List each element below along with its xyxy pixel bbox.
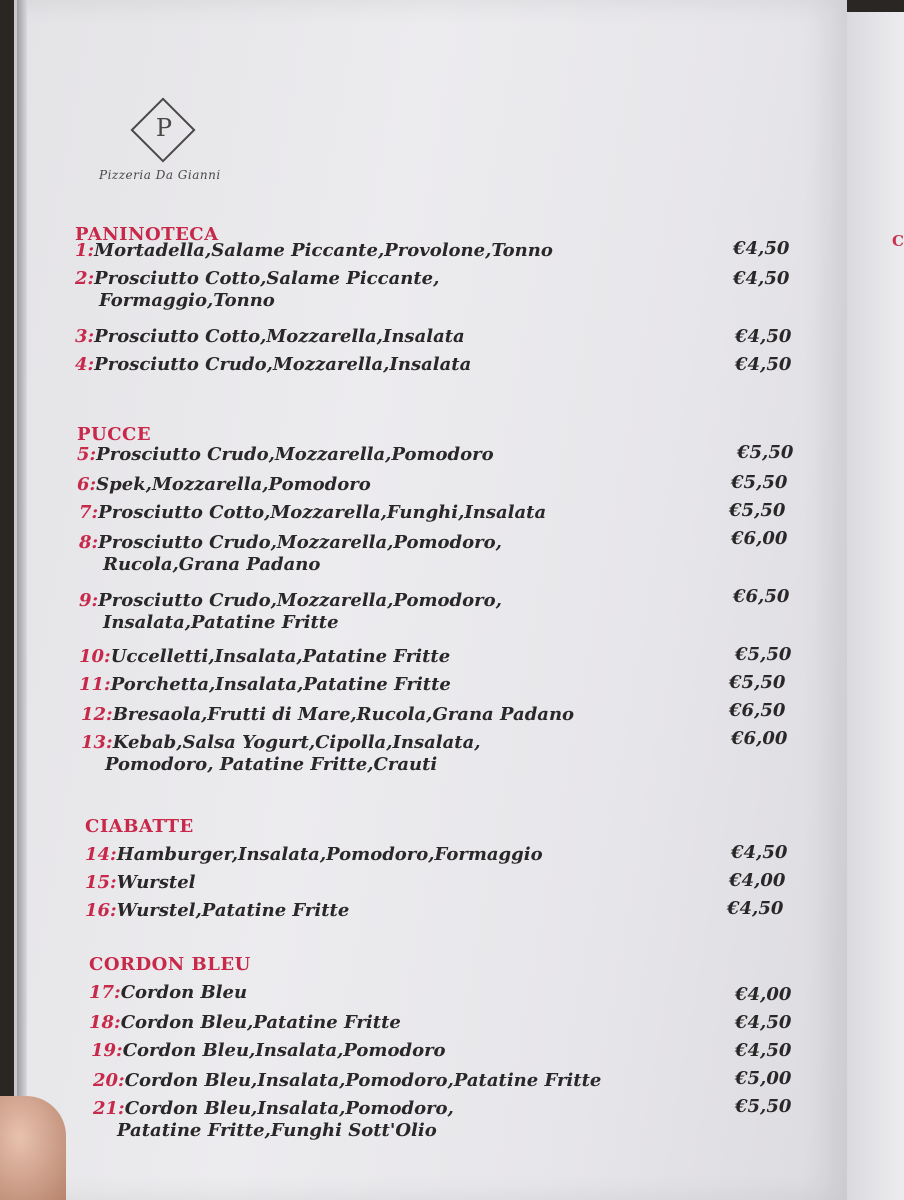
menu-item: 17:Cordon Bleu [89, 982, 248, 1003]
item-price: €5,50 [735, 1096, 792, 1117]
item-price: €4,00 [729, 870, 786, 891]
menu-item: 2:Prosciutto Cotto,Salame Piccante, Formaggio,Tonno [75, 268, 440, 311]
item-price: €4,50 [731, 842, 788, 863]
menu-item: 15:Wurstel [85, 872, 196, 893]
menu-item: 8:Prosciutto Crudo,Mozzarella,Pomodoro, Rucola,Grana Padano [79, 532, 502, 575]
menu-item: 6:Spek,Mozzarella,Pomodoro [77, 474, 371, 495]
menu-page [14, 0, 847, 1200]
item-price: €5,50 [735, 644, 792, 665]
menu-item: 19:Cordon Bleu,Insalata,Pomodoro [91, 1040, 446, 1061]
item-price: €5,50 [729, 672, 786, 693]
menu-item: 10:Uccelletti,Insalata,Patatine Fritte [79, 646, 451, 667]
item-price: €5,50 [729, 500, 786, 521]
holding-thumb [0, 1096, 66, 1200]
section-title-ciabatte: CIABATTE [85, 816, 194, 837]
menu-item: 21:Cordon Bleu,Insalata,Pomodoro, Patatine Fritte,Funghi Sott'Olio [93, 1098, 454, 1141]
restaurant-name: Pizzeria Da Gianni [99, 168, 221, 182]
item-price: €4,50 [733, 238, 790, 259]
item-price: €4,50 [727, 898, 784, 919]
restaurant-logo [99, 100, 269, 190]
item-price: €6,50 [733, 586, 790, 607]
item-price: €4,50 [735, 1012, 792, 1033]
item-price: €6,00 [731, 728, 788, 749]
menu-item: 7:Prosciutto Cotto,Mozzarella,Funghi,Insalata [79, 502, 547, 523]
menu-item: 13:Kebab,Salsa Yogurt,Cipolla,Insalata, Pomodoro, Patatine Fritte,Crauti [81, 732, 481, 775]
menu-item: 9:Prosciutto Crudo,Mozzarella,Pomodoro, Insalata,Patatine Fritte [79, 590, 502, 633]
item-price: €5,00 [735, 1068, 792, 1089]
menu-item: 18:Cordon Bleu,Patatine Fritte [89, 1012, 401, 1033]
item-price: €4,50 [735, 326, 792, 347]
menu-item: 11:Porchetta,Insalata,Patatine Fritte [79, 674, 451, 695]
item-price: €5,50 [731, 472, 788, 493]
section-title-cordon-bleu: CORDON BLEU [89, 954, 251, 975]
item-price: €5,50 [737, 442, 794, 463]
page-edge [17, 0, 27, 1200]
menu-item: 14:Hamburger,Insalata,Pomodoro,Formaggio [85, 844, 543, 865]
section-title-paninoteca: PANINOTECA [75, 224, 219, 245]
item-price: €6,50 [729, 700, 786, 721]
item-price: €4,50 [733, 268, 790, 289]
menu-item: 4:Prosciutto Crudo,Mozzarella,Insalata [75, 354, 472, 375]
item-price: €4,00 [735, 984, 792, 1005]
item-price: €4,50 [735, 354, 792, 375]
adjacent-page-heading-fragment: C [892, 232, 904, 250]
menu-item: 3:Prosciutto Cotto,Mozzarella,Insalata [75, 326, 465, 347]
section-title-pucce: PUCCE [77, 424, 152, 445]
menu-item: 5:Prosciutto Crudo,Mozzarella,Pomodoro [77, 444, 494, 465]
logo-letter: P [155, 114, 173, 142]
item-price: €4,50 [735, 1040, 792, 1061]
menu-item: 20:Cordon Bleu,Insalata,Pomodoro,Patatine Fritte [93, 1070, 602, 1091]
menu-item: 12:Bresaola,Frutti di Mare,Rucola,Grana Padano [81, 704, 575, 725]
menu-item: 16:Wurstel,Patatine Fritte [85, 900, 350, 921]
item-price: €6,00 [731, 528, 788, 549]
menu-item: 1:Mortadella,Salame Piccante,Provolone,Tonno [75, 240, 553, 261]
